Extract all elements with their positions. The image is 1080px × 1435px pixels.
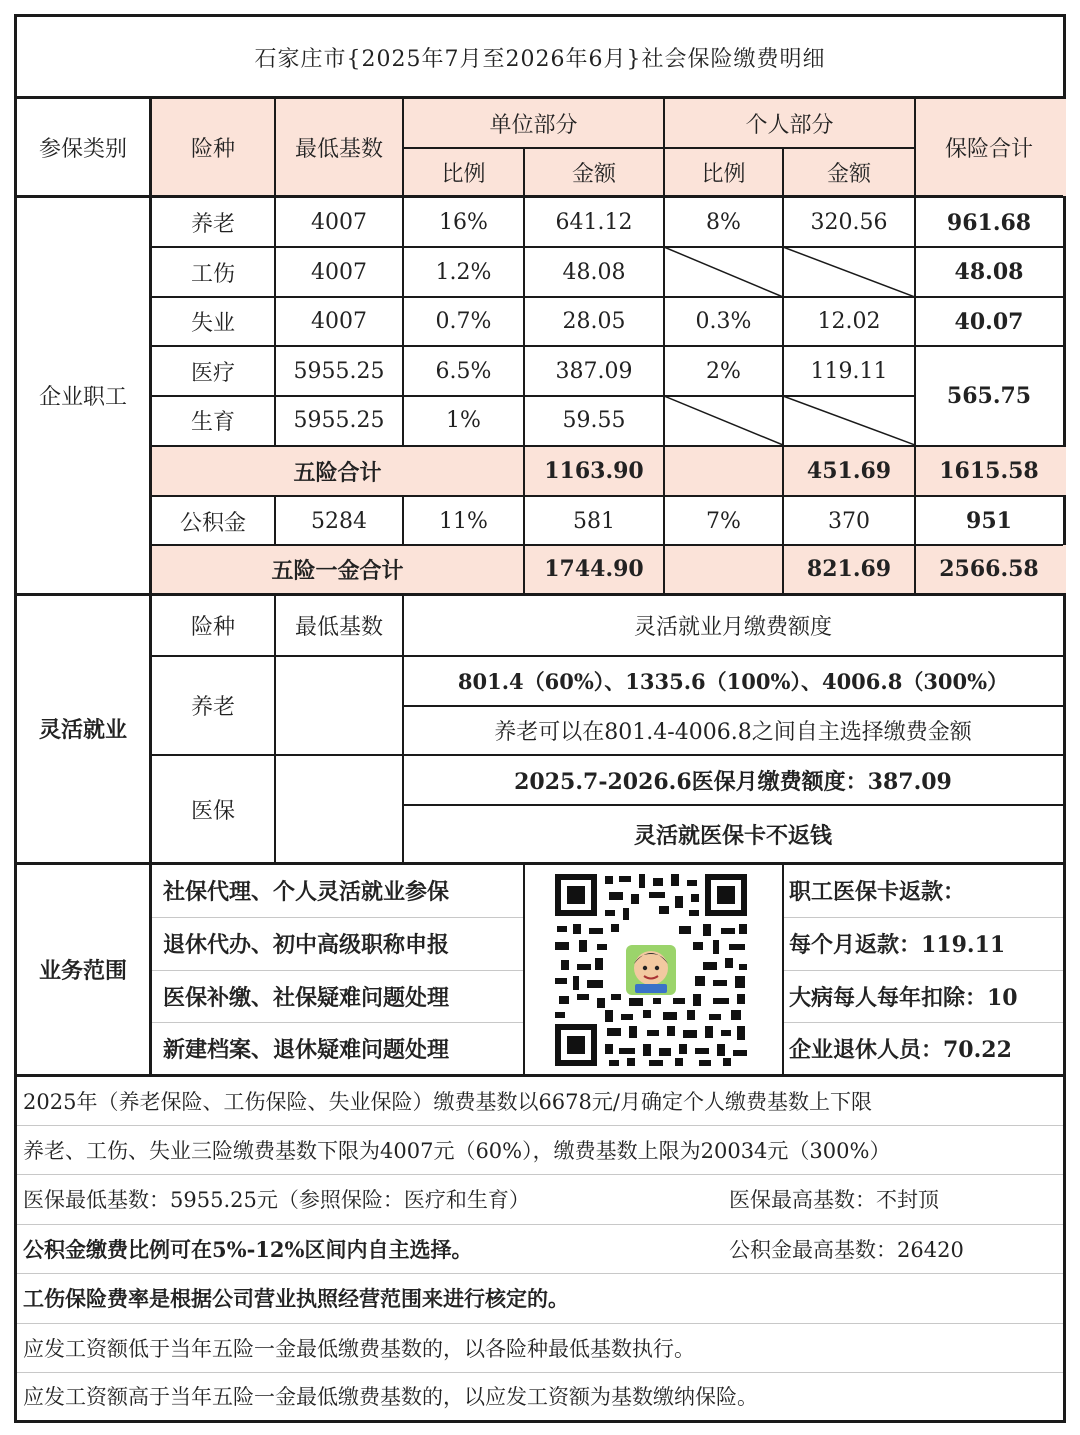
row-unit-amount: 641.12	[555, 210, 633, 235]
note-line: 工伤保险费率是根据公司营业执照经营范围来进行核定的。	[23, 1286, 569, 1311]
flexible-pension-line1: 801.4（60%）、1335.6（100%）、4006.8（300%）	[457, 669, 1009, 694]
grand-total-unit: 1744.90	[544, 556, 644, 582]
row-type: 失业	[190, 311, 235, 336]
min-base-header: 最低基数	[294, 137, 383, 162]
qr-code-icon[interactable]	[553, 872, 749, 1068]
personal-part-header: 个人部分	[745, 112, 834, 138]
enterprise-label: 企业职工	[38, 385, 127, 410]
flexible-medical-line1: 2025.7-2026.6医保月缴费额度：387.09	[514, 768, 952, 795]
page-title: 石家庄市{2025年7月至2026年6月}社会保险缴费明细	[254, 46, 826, 72]
row-unit-ratio: 0.7%	[435, 309, 492, 334]
row-total: 48.08	[954, 259, 1024, 285]
row-base: 4007	[311, 259, 367, 285]
note-line: 应发工资额高于当年五险一金最低缴费基数的，以应发工资额为基数缴纳保险。	[23, 1385, 758, 1409]
fund-base: 5284	[311, 508, 367, 534]
note-line: 公积金缴费比例可在5%-12%区间内自主选择。	[23, 1236, 473, 1262]
row-type: 医疗	[190, 360, 235, 386]
flexible-amount-header: 灵活就业月缴费额度	[633, 614, 832, 640]
row-unit-ratio: 6.5%	[435, 358, 492, 384]
insurance-sheet	[14, 14, 1066, 1423]
note-line: 应发工资额低于当年五险一金最低缴费基数的，以各险种最低基数执行。	[23, 1336, 695, 1361]
unit-amount-header: 金额	[571, 161, 616, 187]
note-line: 医保最高基数：不封顶	[729, 1188, 939, 1212]
empty-cell-slash	[664, 247, 915, 297]
row-unit-amount: 28.05	[562, 309, 626, 334]
five-total-unit: 1163.90	[544, 458, 644, 484]
row-unit-amount: 387.09	[555, 358, 633, 384]
flexible-pension-line2: 养老可以在801.4-4006.8之间自主选择缴费金额	[494, 719, 972, 745]
note-line: 2025年（养老保险、工伤保险、失业保险）缴费基数以6678元/月确定个人缴费基数上下限	[23, 1089, 872, 1114]
row-base: 4007	[311, 309, 367, 334]
row-personal-amount: 119.11	[810, 358, 888, 384]
flexible-medical-line2: 灵活就医保卡不返钱	[633, 822, 832, 849]
business-item: 退休代办、初中高级职称申报	[163, 932, 450, 958]
row-total: 40.07	[954, 308, 1024, 335]
row-unit-amount: 59.55	[562, 408, 626, 433]
row-base: 4007	[311, 210, 367, 235]
unit-ratio-header: 比例	[441, 161, 486, 187]
business-item: 新建档案、退休疑难问题处理	[163, 1036, 450, 1063]
flexible-type-header: 险种	[190, 614, 235, 640]
row-type: 养老	[190, 212, 235, 237]
fund-personal-amount: 370	[828, 508, 870, 534]
row-base: 5955.25	[293, 408, 385, 433]
grand-total-sum: 2566.58	[939, 556, 1039, 582]
personal-amount-header: 金额	[826, 161, 871, 187]
fund-unit-amount: 581	[573, 508, 615, 534]
five-total-label: 五险合计	[293, 459, 382, 486]
row-unit-ratio: 1.2%	[435, 259, 492, 285]
grand-total-personal: 821.69	[806, 556, 892, 582]
row-unit-ratio: 16%	[439, 210, 488, 235]
flexible-pension: 养老	[190, 695, 235, 720]
row-type: 生育	[190, 410, 235, 435]
fund-type: 公积金	[179, 510, 246, 536]
refund-line: 大病每人每年扣除：10	[789, 984, 1018, 1011]
row-personal-ratio: 0.3%	[695, 309, 752, 334]
refund-line: 企业退休人员：70.22	[789, 1036, 1012, 1063]
empty-cell-slash	[664, 396, 915, 445]
five-total-sum: 1615.58	[939, 458, 1039, 484]
flexible-label: 灵活就业	[38, 717, 127, 743]
unit-part-header: 单位部分	[489, 112, 578, 138]
row-base: 5955.25	[293, 358, 385, 384]
business-item: 社保代理、个人灵活就业参保	[163, 879, 450, 905]
fund-unit-ratio: 11%	[439, 508, 488, 534]
row-unit-ratio: 1%	[446, 408, 481, 433]
flexible-medical: 医保	[190, 798, 235, 824]
row-type: 工伤	[190, 261, 235, 287]
type-header: 险种	[190, 137, 235, 162]
row-personal-amount: 12.02	[817, 309, 881, 334]
business-item: 医保补缴、社保疑难问题处理	[163, 984, 450, 1011]
total-header: 保险合计	[944, 137, 1033, 162]
row-personal-ratio: 8%	[706, 210, 741, 235]
personal-ratio-header: 比例	[701, 161, 746, 187]
category-header: 参保类别	[38, 137, 127, 162]
fund-personal-ratio: 7%	[706, 508, 741, 534]
refund-line: 职工医保卡返款：	[789, 879, 966, 905]
note-line: 医保最低基数：5955.25元（参照保险：医疗和生育）	[23, 1188, 530, 1212]
row-total: 961.68	[946, 209, 1032, 236]
fund-total: 951	[966, 508, 1012, 534]
row-unit-amount: 48.08	[562, 259, 626, 285]
business-label: 业务范围	[38, 957, 127, 984]
row-total-merged: 565.75	[946, 382, 1032, 409]
row-personal-ratio: 2%	[706, 358, 741, 384]
row-personal-amount: 320.56	[810, 210, 888, 235]
refund-line: 每个月返款：119.11	[789, 932, 1006, 958]
five-total-personal: 451.69	[806, 458, 892, 484]
grand-total-label: 五险一金合计	[271, 557, 404, 584]
note-line: 养老、工伤、失业三险缴费基数下限为4007元（60%），缴费基数上限为20034元（300%）	[23, 1138, 891, 1163]
flexible-base-header: 最低基数	[294, 614, 383, 640]
note-line: 公积金最高基数：26420	[729, 1237, 964, 1262]
